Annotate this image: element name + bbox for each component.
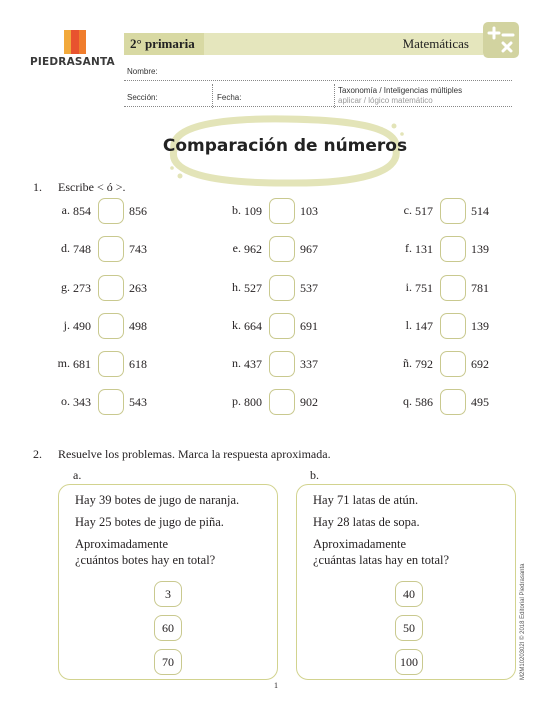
problem-line: Aproximadamente xyxy=(75,537,169,551)
item-label: h. xyxy=(232,280,241,294)
question-instruction: Escribe < ó >. xyxy=(58,180,126,194)
problem-line: ¿cuántas latas hay en total? xyxy=(313,553,450,567)
left-number: 962 xyxy=(244,242,262,256)
answer-option[interactable]: 70 xyxy=(154,649,182,675)
right-number: 781 xyxy=(471,281,489,295)
item-label: c. xyxy=(403,203,412,217)
item-label: n. xyxy=(232,356,241,370)
right-number: 139 xyxy=(471,319,489,333)
item-label: d. xyxy=(61,241,70,255)
nombre-label: Nombre: xyxy=(127,67,158,76)
answer-option[interactable]: 100 xyxy=(395,649,423,675)
left-number: 792 xyxy=(415,357,433,371)
right-number: 263 xyxy=(129,281,147,295)
item-label: ñ. xyxy=(403,356,412,370)
left-number: 147 xyxy=(415,319,433,333)
answer-box[interactable] xyxy=(440,351,466,377)
subject-bar xyxy=(204,33,483,55)
item-label: k. xyxy=(232,318,241,332)
item-label: j. xyxy=(63,318,70,332)
answer-box[interactable] xyxy=(269,351,295,377)
question-instruction: Resuelve los problemas. Marca la respuesta aproximada. xyxy=(58,447,331,461)
item-label: l. xyxy=(405,318,412,332)
answer-option[interactable]: 60 xyxy=(154,615,182,641)
seccion-label: Sección: xyxy=(127,93,158,102)
problem-letter: a. xyxy=(73,468,82,482)
answer-box[interactable] xyxy=(98,275,124,301)
question-number: 2. xyxy=(33,447,42,461)
left-number: 343 xyxy=(73,395,91,409)
item-label: a. xyxy=(61,203,70,217)
answer-box[interactable] xyxy=(98,313,124,339)
problem-line: Hay 25 botes de jugo de piña. xyxy=(75,515,224,529)
page-title: Comparación de números xyxy=(162,136,408,156)
problem-line: Aproximadamente xyxy=(313,537,407,551)
item-label: e. xyxy=(232,241,241,255)
right-number: 103 xyxy=(300,204,318,218)
left-number: 517 xyxy=(415,204,433,218)
grade-bar xyxy=(124,33,204,55)
field-divider xyxy=(212,84,213,108)
answer-box[interactable] xyxy=(98,389,124,415)
problem-card xyxy=(296,484,516,680)
right-number: 692 xyxy=(471,357,489,371)
problem-line: ¿cuántos botes hay en total? xyxy=(75,553,216,567)
left-number: 800 xyxy=(244,395,262,409)
book-logo-icon xyxy=(64,30,86,54)
left-number: 586 xyxy=(415,395,433,409)
answer-box[interactable] xyxy=(440,198,466,224)
item-label: i. xyxy=(405,280,412,294)
right-number: 495 xyxy=(471,395,489,409)
left-number: 854 xyxy=(73,204,91,218)
question-number: 1. xyxy=(33,180,42,194)
seccion-field[interactable] xyxy=(124,106,512,107)
problem-line: Hay 28 latas de sopa. xyxy=(313,515,420,529)
item-label: b. xyxy=(232,203,241,217)
grade-label: 2° primaria xyxy=(130,36,195,51)
page-number: 1 xyxy=(274,681,278,690)
answer-box[interactable] xyxy=(269,198,295,224)
right-number: 543 xyxy=(129,395,147,409)
subject-label: Matemáticas xyxy=(402,36,469,51)
fecha-label: Fecha: xyxy=(217,93,242,102)
answer-box[interactable] xyxy=(269,389,295,415)
answer-box[interactable] xyxy=(440,236,466,262)
publisher-logo xyxy=(30,30,122,70)
answer-box[interactable] xyxy=(98,236,124,262)
copyright-credit: M2M1020302I © 2018 Editorial Piedrasanta xyxy=(520,563,526,680)
right-number: 514 xyxy=(471,204,489,218)
nombre-field[interactable] xyxy=(124,80,512,81)
item-label: f. xyxy=(405,241,412,255)
left-number: 527 xyxy=(244,281,262,295)
right-number: 618 xyxy=(129,357,147,371)
right-number: 337 xyxy=(300,357,318,371)
left-number: 273 xyxy=(73,281,91,295)
answer-option[interactable]: 50 xyxy=(395,615,423,641)
answer-box[interactable] xyxy=(440,389,466,415)
field-divider xyxy=(334,84,335,108)
answer-option[interactable]: 40 xyxy=(395,581,423,607)
right-number: 691 xyxy=(300,319,318,333)
answer-box[interactable] xyxy=(269,313,295,339)
left-number: 748 xyxy=(73,242,91,256)
item-label: q. xyxy=(403,394,412,408)
left-number: 664 xyxy=(244,319,262,333)
item-label: m. xyxy=(57,356,70,370)
problem-line: Hay 71 latas de atún. xyxy=(313,493,419,507)
left-number: 681 xyxy=(73,357,91,371)
problem-line: Hay 39 botes de jugo de naranja. xyxy=(75,493,240,507)
left-number: 131 xyxy=(415,242,433,256)
right-number: 902 xyxy=(300,395,318,409)
answer-box[interactable] xyxy=(269,236,295,262)
problem-card xyxy=(58,484,278,680)
right-number: 743 xyxy=(129,242,147,256)
left-number: 109 xyxy=(244,204,262,218)
answer-box[interactable] xyxy=(440,313,466,339)
answer-box[interactable] xyxy=(440,275,466,301)
taxonomia-label: Taxonomía / Inteligencias múltiples xyxy=(338,86,463,95)
problem-letter: b. xyxy=(310,468,319,482)
item-label: o. xyxy=(61,394,70,408)
left-number: 437 xyxy=(244,357,262,371)
answer-box[interactable] xyxy=(269,275,295,301)
item-label: p. xyxy=(232,394,241,408)
right-number: 498 xyxy=(129,319,147,333)
plus-minus-times-icon xyxy=(483,22,519,58)
logo-text: PIEDRASANTA xyxy=(30,56,115,68)
answer-box[interactable] xyxy=(98,351,124,377)
left-number: 490 xyxy=(73,319,91,333)
right-number: 856 xyxy=(129,204,147,218)
answer-box[interactable] xyxy=(98,198,124,224)
item-label: g. xyxy=(61,280,70,294)
right-number: 537 xyxy=(300,281,318,295)
right-number: 967 xyxy=(300,242,318,256)
taxonomia-value: aplicar / lógico matemático xyxy=(338,96,433,105)
right-number: 139 xyxy=(471,242,489,256)
answer-option[interactable]: 3 xyxy=(154,581,182,607)
left-number: 751 xyxy=(415,281,433,295)
